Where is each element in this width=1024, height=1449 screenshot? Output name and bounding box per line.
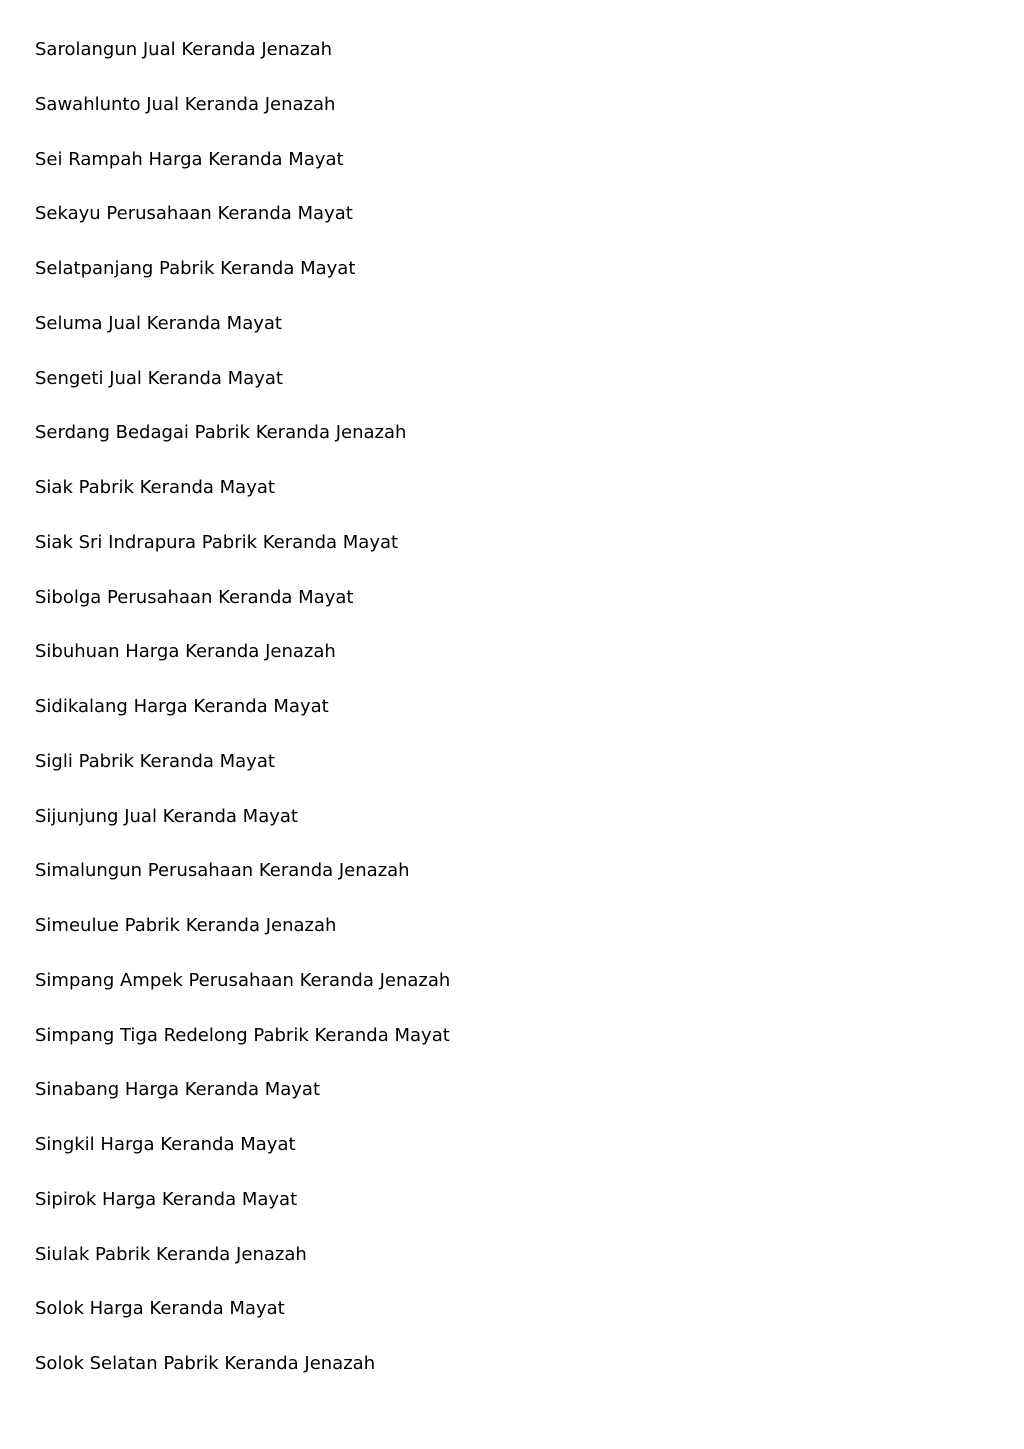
list-item: Sei Rampah Harga Keranda Mayat [35, 148, 344, 170]
list-item: Siak Sri Indrapura Pabrik Keranda Mayat [35, 531, 399, 553]
list-item: Sawahlunto Jual Keranda Jenazah [35, 93, 336, 115]
list-item: Singkil Harga Keranda Mayat [35, 1134, 296, 1155]
list-item: Sipirok Harga Keranda Mayat [35, 1188, 298, 1210]
list-item: Simpang Tiga Redelong Pabrik Keranda Mayat [35, 1024, 450, 1046]
list-item: Serdang Bedagai Pabrik Keranda Jenazah [35, 422, 407, 444]
list-item: Simeulue Pabrik Keranda Jenazah [35, 915, 337, 936]
list-item: Sengeti Jual Keranda Mayat [35, 367, 283, 389]
list-item: Sinabang Harga Keranda Mayat [35, 1079, 321, 1101]
list-item: Sibolga Perusahaan Keranda Mayat [35, 586, 354, 608]
list-item: Simalungun Perusahaan Keranda Jenazah [35, 860, 410, 882]
list-item: Siulak Pabrik Keranda Jenazah [35, 1243, 307, 1265]
list-item: Sidikalang Harga Keranda Mayat [35, 696, 329, 717]
list-item: Solok Harga Keranda Mayat [35, 1298, 285, 1320]
list-item: Sekayu Perusahaan Keranda Mayat [35, 203, 353, 225]
list-item: Selatpanjang Pabrik Keranda Mayat [35, 258, 356, 279]
list-item: Sarolangun Jual Keranda Jenazah [35, 39, 333, 60]
list-item: Solok Selatan Pabrik Keranda Jenazah [35, 1353, 376, 1374]
list-item: Seluma Jual Keranda Mayat [35, 312, 282, 334]
list-item: Simpang Ampek Perusahaan Keranda Jenazah [35, 969, 451, 991]
list-item: Siak Pabrik Keranda Mayat [35, 477, 275, 498]
location-list [35, 35, 450, 1404]
list-item: Sijunjung Jual Keranda Mayat [35, 805, 298, 827]
list-item: Sigli Pabrik Keranda Mayat [35, 750, 275, 772]
list-item: Sibuhuan Harga Keranda Jenazah [35, 641, 336, 663]
